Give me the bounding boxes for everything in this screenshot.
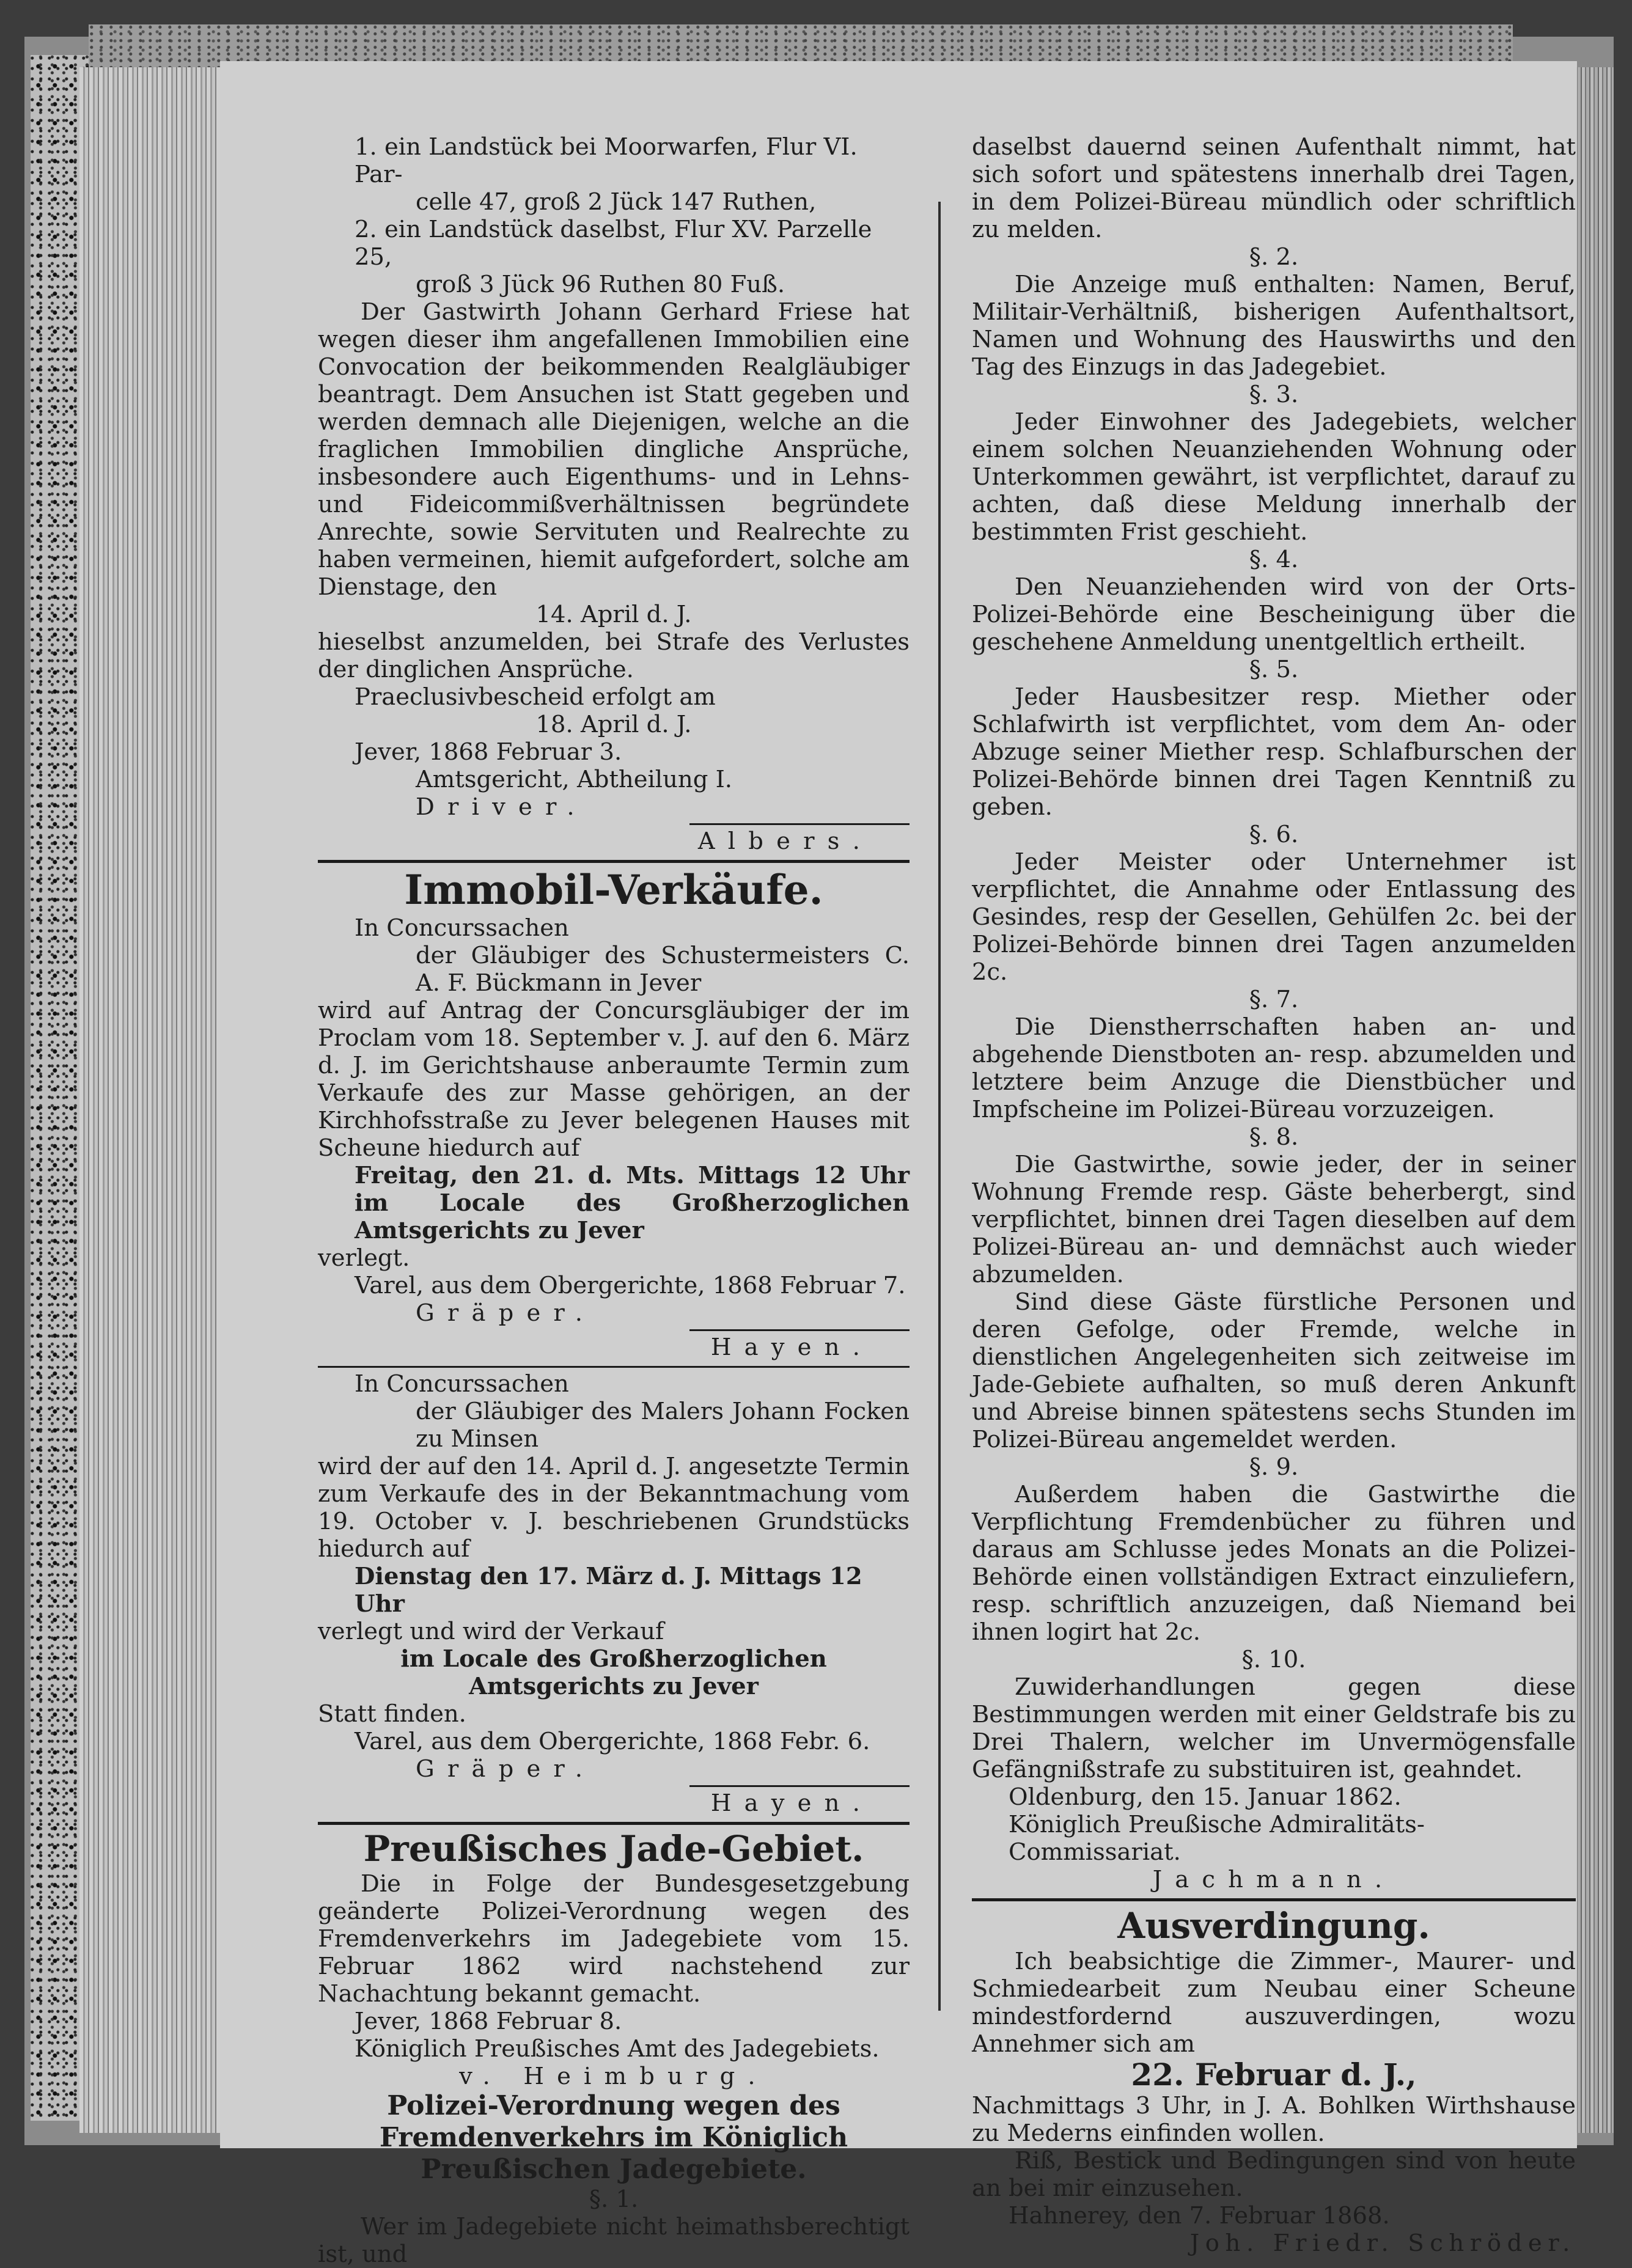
signature: Albers. bbox=[697, 828, 873, 855]
office-name: Königlich Preußische Admiralitäts-Commissariat. bbox=[1009, 1811, 1425, 1866]
case-mid: verlegt und wird der Verkauf bbox=[318, 1618, 664, 1645]
jade-text: Die in Folge der Bundesgesetzgebung geänderte Polizei-Verordnung wegen des Fremdenverkehrs im Jadegebiete vom 15. Februar 1862 wird nachstehend zur Nachachtung bekannt gemacht. bbox=[318, 1870, 910, 2008]
signature: Driver. bbox=[416, 793, 587, 821]
intro-line: 1. ein Landstück bei Moorwarfen, Flur VI. Par- bbox=[355, 133, 858, 188]
case-date-bold: Freitag, den 21. d. Mts. Mittags 12 Uhr im Locale des Großherzoglichen Amtsgerichts zu Jever bbox=[355, 1162, 910, 1244]
place-date: Oldenburg, den 15. Januar 1862. bbox=[1009, 1783, 1402, 1811]
section-rule bbox=[318, 1822, 910, 1825]
jade-date: Jever, 1868 Februar 8. bbox=[355, 2008, 622, 2035]
case-parties: der Gläubiger des Schustermeisters C. A. F. Bückmann in Jever bbox=[416, 942, 910, 997]
paragraph-text: Sind diese Gäste fürstliche Personen und deren Gefolge, oder Fremde, welche in dienstlichen Angelegenheiten sich zeitweise im Jade-Gebiete aufhalten, so muß deren Ankunft und Abreise binnen spätestens sechs Stunden im Polizei-Büreau angemeldet werden. bbox=[972, 1288, 1576, 1453]
signature-rule bbox=[689, 1329, 910, 1331]
right-column bbox=[972, 133, 1576, 2257]
place-date: Jever, 1868 Februar 3. bbox=[355, 738, 622, 766]
section-rule bbox=[318, 860, 910, 863]
case-statt: Statt finden. bbox=[318, 1700, 466, 1728]
aus-text-2: Nachmittags 3 Uhr, in J. A. Bohlken Wirthshause zu Mederns einfinden wollen. bbox=[972, 2092, 1576, 2147]
paragraph-text: daselbst dauernd seinen Aufenthalt nimmt, hat sich sofort und spätestens innerhalb drei Tagen, in dem Polizei-Büreau mündlich oder schriftlich zu melden. bbox=[972, 133, 1576, 243]
paragraph-number: §. 6. bbox=[1249, 821, 1299, 848]
signature-rule bbox=[689, 823, 910, 825]
section-rule bbox=[972, 1898, 1576, 1901]
paragraph-number: §. 5. bbox=[1249, 656, 1299, 683]
paragraph-number: §. 4. bbox=[1249, 546, 1299, 573]
paragraph-text: Die Gastwirthe, sowie jeder, der in seiner Wohnung Fremde resp. Gäste beherbergt, sind verpflichtet, binnen drei Tagen dieselben auf dem Polizei-Büreau an- und demnächst auch wieder abzumelden. bbox=[972, 1151, 1576, 1288]
signature: Jachmann. bbox=[1152, 1866, 1395, 1893]
paragraph-text: Den Neuanziehenden wird von der Orts-Polizei-Behörde eine Bescheinigung über die geschehene Anmeldung unentgeltlich ertheilt. bbox=[972, 573, 1576, 656]
intro-line: groß 3 Jück 96 Ruthen 80 Fuß. bbox=[416, 271, 785, 298]
aus-place: Hahnerey, den 7. Februar 1868. bbox=[1009, 2202, 1390, 2229]
case-place: Varel, aus dem Obergerichte, 1868 Febr. 6. bbox=[355, 1728, 870, 1755]
case-date-bold: Dienstag den 17. März d. J. Mittags 12 Uhr bbox=[355, 1563, 862, 1618]
case-opening: In Concurssachen bbox=[355, 1370, 569, 1398]
paragraph-number: §. 9. bbox=[1249, 1453, 1299, 1481]
paragraph-number: §. 8. bbox=[1249, 1123, 1299, 1151]
paragraph-text: Zuwiderhandlungen gegen diese Bestimmungen werden mit einer Geldstrafe bis zu Drei Thalern, welcher im Unvermögensfalle Gefängnißstrafe zu substituiren ist, geahndet. bbox=[972, 1673, 1576, 1783]
paragraph-number: §. 3. bbox=[1249, 381, 1299, 408]
paragraph-text: Wer im Jadegebiete nicht heimathsberechtigt ist, und bbox=[318, 2213, 910, 2268]
paragraph-number: §. 7. bbox=[1249, 986, 1299, 1013]
section-heading-immobil: Immobil-Verkäufe. bbox=[404, 866, 823, 914]
paragraph-text: Jeder Hausbesitzer resp. Miether oder Schlafwirth ist verpflichtet, vom dem An- oder Abzuge seiner Miether resp. Schlafburschen der Polizei-Behörde binnen drei Tagen Kenntniß zu geben. bbox=[972, 683, 1576, 821]
paragraph-number: §. 10. bbox=[1241, 1646, 1306, 1673]
jade-signature: v. Heimburg. bbox=[459, 2063, 768, 2090]
case-verlegt: verlegt. bbox=[318, 1244, 410, 1272]
case-opening: In Concurssachen bbox=[355, 914, 569, 942]
praeclusiv-text: Praeclusivbescheid erfolgt am bbox=[355, 683, 716, 711]
page-stack-left bbox=[79, 67, 220, 2133]
paragraph-text: Jeder Einwohner des Jadegebiets, welcher einem solchen Neuanziehenden Wohnung oder Unterkommen gewährt, ist verpflichtet, darauf zu achten, daß diese Meldung innerhalb der bestimmten Frist geschieht. bbox=[972, 408, 1576, 546]
aus-date: 22. Februar d. J., bbox=[1131, 2057, 1417, 2093]
case-text: wird auf Antrag der Concursgläubiger der im Proclam vom 18. September v. J. auf den 6. März d. J. im Gerichtshause anberaumte Termin zum Verkaufe des zur Masse gehörigen, an der Kirchhofsstraße zu Jever belegenen Hauses mit Scheune hiedurch auf bbox=[318, 997, 910, 1162]
paragraph-text: Außerdem haben die Gastwirthe die Verpflichtung Fremdenbücher zu führen und daraus am Schlusse jedes Monats an die Polizei-Behörde einen vollständigen Extract einzuliefern, resp. schriftlich anzuzeigen, daß Niemand bei ihnen logirt hat 2c. bbox=[972, 1481, 1576, 1646]
case-text: wird der auf den 14. April d. J. angesetzte Termin zum Verkaufe des in der Bekanntmachung vom 19. October v. J. beschriebenen Grundstücks hiedurch auf bbox=[318, 1453, 910, 1563]
notice-text-2: hieselbst anzumelden, bei Strafe des Verlustes der dinglichen Ansprüche. bbox=[318, 628, 910, 683]
court-name: Amtsgericht, Abtheilung I. bbox=[416, 766, 733, 793]
case-rule bbox=[318, 1366, 910, 1368]
case-place: Varel, aus dem Obergerichte, 1868 Februar 7. bbox=[355, 1272, 906, 1299]
intro-line: celle 47, groß 2 Jück 147 Ruthen, bbox=[416, 188, 817, 216]
aus-signature: Joh. Friedr. Schröder. bbox=[1189, 2229, 1576, 2257]
signature: Hayen. bbox=[710, 1334, 873, 1361]
signature-rule bbox=[689, 1785, 910, 1787]
section-heading-ausverdingung: Ausverdingung. bbox=[1117, 1905, 1430, 1947]
paragraph-text: Die Anzeige muß enthalten: Namen, Beruf, Militair-Verhältniß, bisherigen Aufenthaltsort, Namen und Wohnung des Hauswirths und den Tag des Einzugs in das Jadegebiet. bbox=[972, 271, 1576, 381]
case-parties: der Gläubiger des Malers Johann Focken zu Minsen bbox=[416, 1398, 910, 1453]
verordnung-title: Polizei-Verordnung wegen des Fremdenverkehrs im Königlich Preußischen Jadegebiete. bbox=[379, 2090, 848, 2185]
aus-text: Ich beabsichtige die Zimmer-, Maurer- und Schmiedearbeit zum Neubau einer Scheune mindestfordernd auszuverdingen, wozu Annehmer sich am bbox=[972, 1948, 1576, 2058]
paragraph-number: §. 2. bbox=[1249, 243, 1299, 271]
case-place-bold: im Locale des Großherzoglichen Amtsgerichts zu Jever bbox=[400, 1645, 827, 1700]
signature: Gräper. bbox=[416, 1299, 596, 1327]
column-divider bbox=[938, 202, 941, 2011]
signature: Hayen. bbox=[710, 1789, 873, 1817]
signature: Gräper. bbox=[416, 1755, 596, 1783]
notice-date: 14. April d. J. bbox=[535, 601, 692, 628]
aus-text-3: Riß, Bestick und Bedingungen sind von heute an bei mir einzusehen. bbox=[972, 2147, 1576, 2202]
paragraph-number: §. 1. bbox=[589, 2185, 639, 2213]
left-column bbox=[318, 133, 910, 2268]
jade-office: Königlich Preußisches Amt des Jadegebiets. bbox=[355, 2035, 880, 2063]
praeclusiv-date: 18. April d. J. bbox=[535, 711, 692, 738]
intro-line: 2. ein Landstück daselbst, Flur XV. Parzelle 25, bbox=[355, 216, 872, 271]
paragraph-text: Die Dienstherrschaften haben an- und abgehende Dienstboten an- resp. abzumelden und letztere beim Anzuge die Dienstbücher und Impfscheine im Polizei-Büreau vorzuzeigen. bbox=[972, 1013, 1576, 1123]
notice-text: Der Gastwirth Johann Gerhard Friese hat wegen dieser ihm angefallenen Immobilien eine Convocation der beikommenden Realgläubiger beantragt. Dem Ansuchen ist Statt gegeben und werden demnach alle Diejenigen, welche an die fraglichen Immobilien dingliche Ansprüche, insbesondere auch Eigenthums- und in Lehns- und Fideicommißverhältnissen begründete Anrechte, sowie Servituten und Realrechte zu haben vermeinen, hiemit aufgefordert, solche am Dienstage, den bbox=[318, 298, 910, 601]
paragraph-text: Jeder Meister oder Unternehmer ist verpflichtet, die Annahme oder Entlassung des Gesindes, resp der Gesellen, Gehülfen 2c. bei der Polizei-Behörde binnen drei Tagen anzumelden 2c. bbox=[972, 848, 1576, 986]
section-heading-jade: Preußisches Jade-Gebiet. bbox=[363, 1828, 864, 1870]
